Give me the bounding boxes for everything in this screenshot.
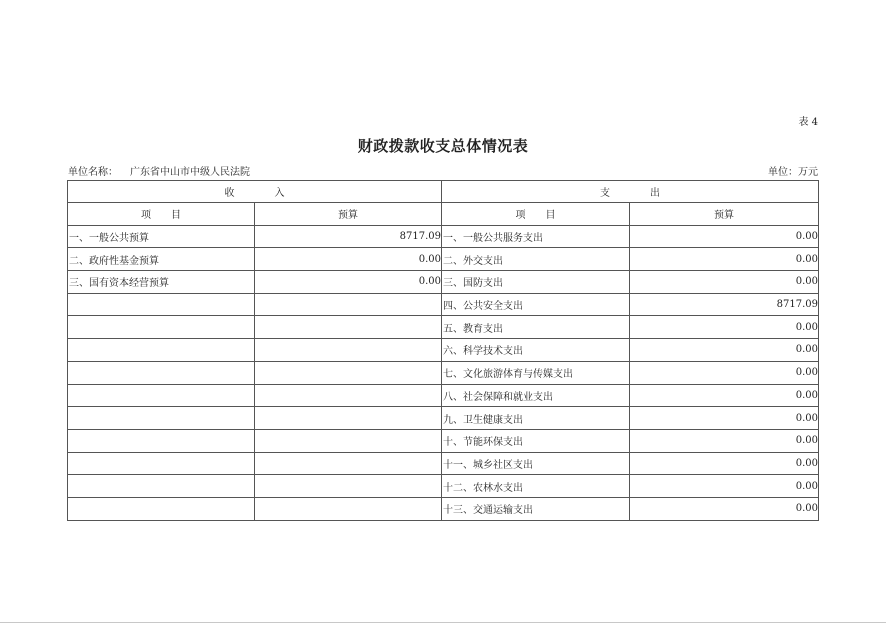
table-number: 表 4: [798, 117, 818, 128]
income-item-cell: [68, 407, 255, 430]
expense-value-cell: 0.00: [630, 384, 819, 407]
expense-value-cell: 0.00: [630, 248, 819, 271]
page-edge-divider: [0, 622, 886, 623]
income-value-cell: 8717.09: [255, 225, 442, 248]
expense-value-cell: 0.00: [630, 361, 819, 384]
income-item-cell: [68, 316, 255, 339]
income-item-cell: 一、一般公共预算: [68, 225, 255, 248]
income-value-cell: [255, 361, 442, 384]
table-row: [68, 361, 819, 384]
budget-table: [67, 180, 819, 521]
income-budget-header: 预算: [255, 203, 442, 226]
currency-unit: 单位：万元: [768, 167, 818, 178]
income-item-cell: [68, 452, 255, 475]
income-value-cell: [255, 384, 442, 407]
income-item-cell: [68, 475, 255, 498]
table-row: [68, 225, 819, 248]
expense-value-cell: 0.00: [630, 316, 819, 339]
expense-item-cell: 三、国防支出: [442, 271, 630, 294]
expense-value-cell: 0.00: [630, 452, 819, 475]
income-value-cell: [255, 429, 442, 452]
table-row: [68, 497, 819, 520]
table-row: [68, 475, 819, 498]
expense-item-header: 项 目: [442, 203, 630, 226]
unit-name-line: [68, 163, 250, 178]
table-row: [68, 452, 819, 475]
expense-item-cell: 四、公共安全支出: [442, 293, 630, 316]
expense-value-cell: 0.00: [630, 497, 819, 520]
expense-item-cell: 五、教育支出: [442, 316, 630, 339]
expense-budget-header: 预算: [630, 203, 819, 226]
table-row: [68, 339, 819, 362]
income-item-cell: 二、政府性基金预算: [68, 248, 255, 271]
expense-value-cell: 0.00: [630, 271, 819, 294]
expense-value-cell: 0.00: [630, 225, 819, 248]
income-item-cell: [68, 429, 255, 452]
table-row: [68, 407, 819, 430]
income-item-cell: [68, 497, 255, 520]
unit-name-label: 单位名称：: [68, 167, 118, 178]
expense-item-cell: 十三、交通运输支出: [442, 497, 630, 520]
expense-value-cell: 0.00: [630, 429, 819, 452]
table-row: [68, 293, 819, 316]
expense-value-cell: 8717.09: [630, 293, 819, 316]
header-row-columns: [68, 203, 819, 226]
table-row: [68, 384, 819, 407]
expense-header: 支 出: [442, 181, 819, 203]
table-row: [68, 271, 819, 294]
income-value-cell: [255, 316, 442, 339]
expense-item-cell: 二、外交支出: [442, 248, 630, 271]
expense-item-cell: 十一、城乡社区支出: [442, 452, 630, 475]
table-row: [68, 248, 819, 271]
income-item-cell: [68, 293, 255, 316]
income-item-header: 项 目: [68, 203, 255, 226]
table-row: [68, 316, 819, 339]
income-value-cell: [255, 407, 442, 430]
income-item-cell: [68, 339, 255, 362]
income-item-cell: [68, 361, 255, 384]
page-title: 财政拨款收支总体情况表: [357, 137, 529, 155]
header-row-groups: [68, 181, 819, 203]
expense-item-cell: 十二、农林水支出: [442, 475, 630, 498]
income-value-cell: [255, 452, 442, 475]
expense-item-cell: 九、卫生健康支出: [442, 407, 630, 430]
income-value-cell: [255, 339, 442, 362]
expense-value-cell: 0.00: [630, 339, 819, 362]
income-item-cell: [68, 384, 255, 407]
income-value-cell: 0.00: [255, 271, 442, 294]
expense-item-cell: 一、一般公共服务支出: [442, 225, 630, 248]
expense-value-cell: 0.00: [630, 475, 819, 498]
expense-item-cell: 六、科学技术支出: [442, 339, 630, 362]
unit-name-value: 广东省中山市中级人民法院: [130, 167, 250, 178]
expense-value-cell: 0.00: [630, 407, 819, 430]
income-value-cell: [255, 475, 442, 498]
expense-item-cell: 八、社会保障和就业支出: [442, 384, 630, 407]
income-value-cell: [255, 293, 442, 316]
expense-item-cell: 七、文化旅游体育与传媒支出: [442, 361, 630, 384]
income-value-cell: [255, 497, 442, 520]
income-value-cell: 0.00: [255, 248, 442, 271]
income-item-cell: 三、国有资本经营预算: [68, 271, 255, 294]
income-header: 收 入: [68, 181, 442, 203]
expense-item-cell: 十、节能环保支出: [442, 429, 630, 452]
table-row: [68, 429, 819, 452]
